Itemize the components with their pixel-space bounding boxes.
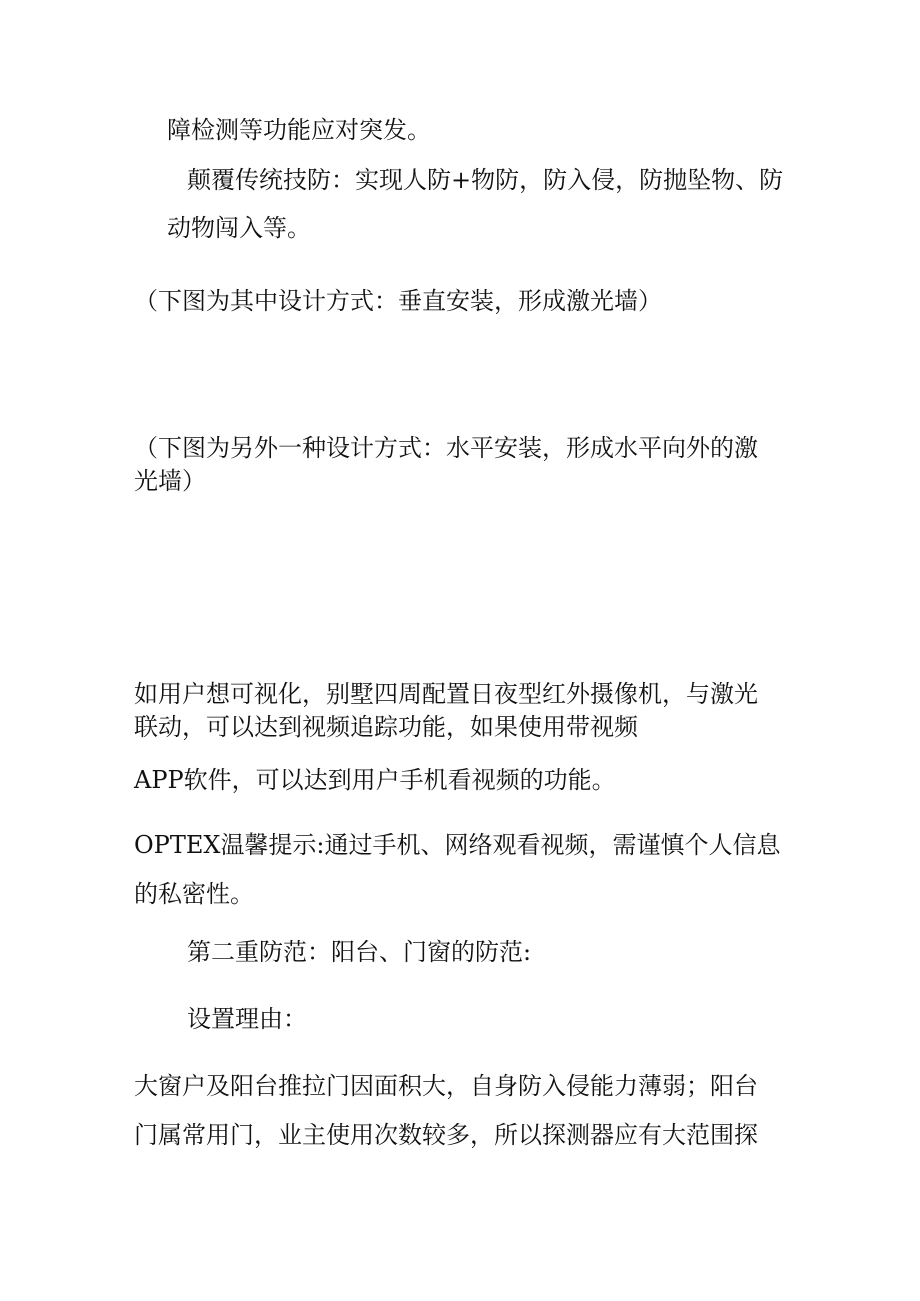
- optex-tip-line-2: 的私密性。: [134, 880, 254, 908]
- paragraph-line-14: 大窗户及阳台推拉门因面积大，自身防入侵能力薄弱；阳台: [134, 1072, 758, 1100]
- paragraph-line-1: 障检测等功能应对突发。: [167, 116, 431, 144]
- paragraph-line-15: 门属常用门，业主使用次数较多，所以探测器应有大范围探: [134, 1121, 758, 1149]
- optex-tip-line-1: OPTEX温馨提示:通过手机、网络观看视频，需谨慎个人信息: [134, 831, 781, 859]
- paragraph-line-2: 颠覆传统技防：实现人防+物防，防入侵，防抛坠物、防: [187, 166, 784, 194]
- paragraph-line-3: 动物闯入等。: [167, 214, 311, 242]
- paragraph-line-7: 如用户想可视化，别墅四周配置日夜型红外摄像机，与激光: [134, 680, 758, 708]
- caption-horizontal-install-cont: 光墙）: [134, 467, 206, 495]
- section-heading-balcony: 第二重防范：阳台、门窗的防范:: [187, 938, 532, 966]
- paragraph-line-8: 联动，可以达到视频追踪功能，如果使用带视频: [134, 713, 638, 741]
- caption-horizontal-install: （下图为另外一种设计方式：水平安装，形成水平向外的激: [134, 434, 758, 462]
- caption-vertical-install: （下图为其中设计方式：垂直安装，形成激光墙）: [134, 287, 662, 315]
- paragraph-line-9: APP软件，可以达到用户手机看视频的功能。: [134, 766, 616, 794]
- subheading-reason: 设置理由：: [187, 1005, 307, 1033]
